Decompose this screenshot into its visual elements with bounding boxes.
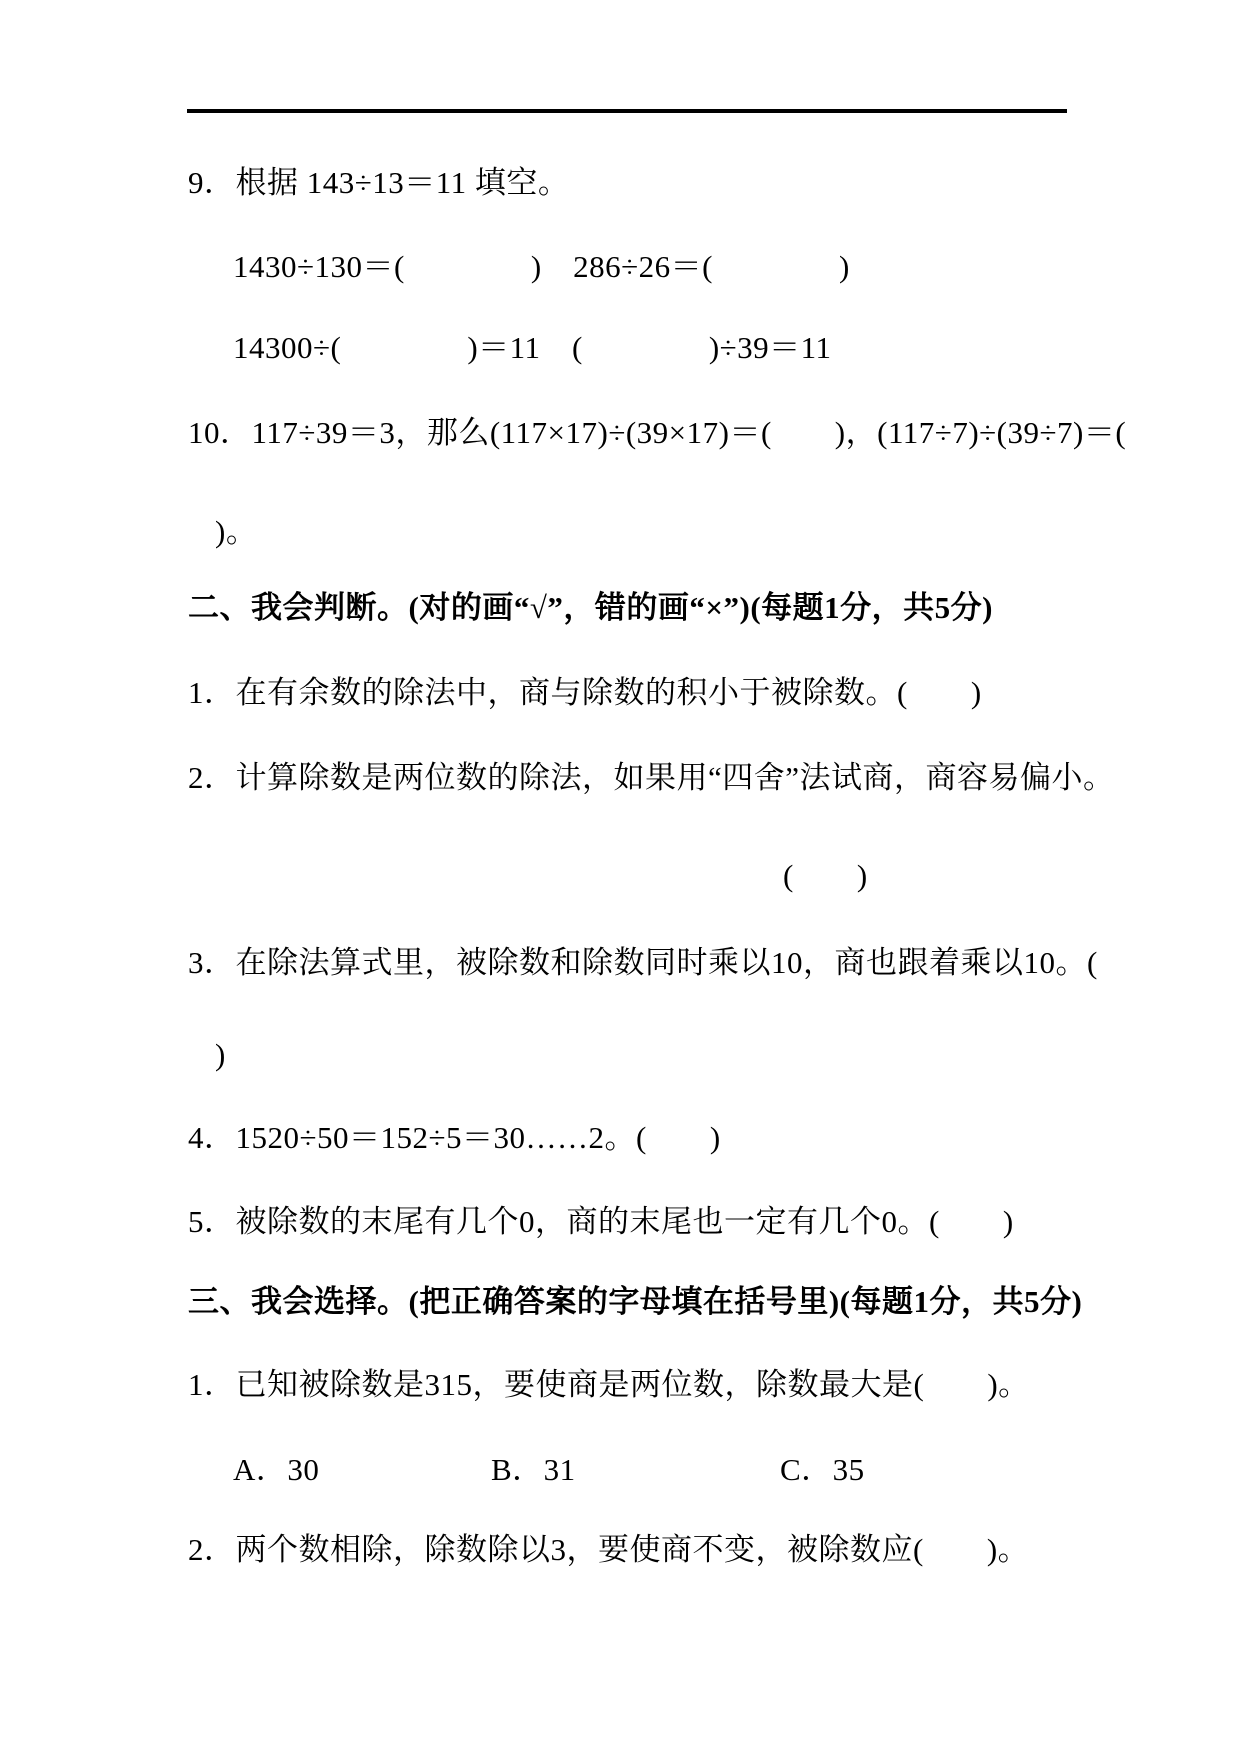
judge-item-4: 4．1520÷50＝152÷5＝30……2。( ): [188, 1120, 721, 1155]
judge-item-5: 5．被除数的末尾有几个0，商的末尾也一定有几个0。( ): [188, 1204, 1014, 1239]
choice-question-1: 1．已知被除数是315，要使商是两位数，除数最大是( )。: [188, 1367, 1030, 1402]
judge-item-3-line-1: 3．在除法算式里，被除数和除数同时乘以10，商也跟着乘以10。(: [188, 945, 1098, 980]
question-10-line-1: 10．117÷39＝3，那么(117×17)÷(39×17)＝( )，(117÷7)÷(39÷7)＝(: [188, 415, 1127, 450]
choice-question-1-option-c: C．35: [780, 1452, 865, 1487]
section-choice-heading: 三、我会选择。(把正确答案的字母填在括号里)(每题1分，共5分): [188, 1284, 1083, 1319]
judge-item-2-line-1: 2．计算除数是两位数的除法，如果用“四舍”法试商，商容易偏小。: [188, 760, 1115, 795]
header-divider-rule: [187, 109, 1067, 113]
choice-question-1-option-b: B．31: [491, 1452, 576, 1487]
judge-item-1: 1．在有余数的除法中，商与除数的积小于被除数。( ): [188, 675, 982, 710]
question-9-label: 9．根据 143÷13＝11 填空。: [188, 165, 570, 200]
question-10-line-2: )。: [215, 514, 258, 549]
judge-item-2-answer-brackets: ( ): [783, 858, 868, 893]
question-9-fill-line-1: 1430÷130＝( ) 286÷26＝( ): [233, 249, 850, 284]
choice-question-1-option-a: A．30: [233, 1452, 320, 1487]
judge-item-3-line-2: ): [215, 1037, 226, 1072]
section-judge-heading: 二、我会判断。(对的画“√”，错的画“×”)(每题1分，共5分): [188, 590, 993, 625]
question-9-fill-line-2: 14300÷( )＝11 ( )÷39＝11: [233, 330, 832, 365]
choice-question-2: 2．两个数相除，除数除以3，要使商不变，被除数应( )。: [188, 1532, 1030, 1567]
